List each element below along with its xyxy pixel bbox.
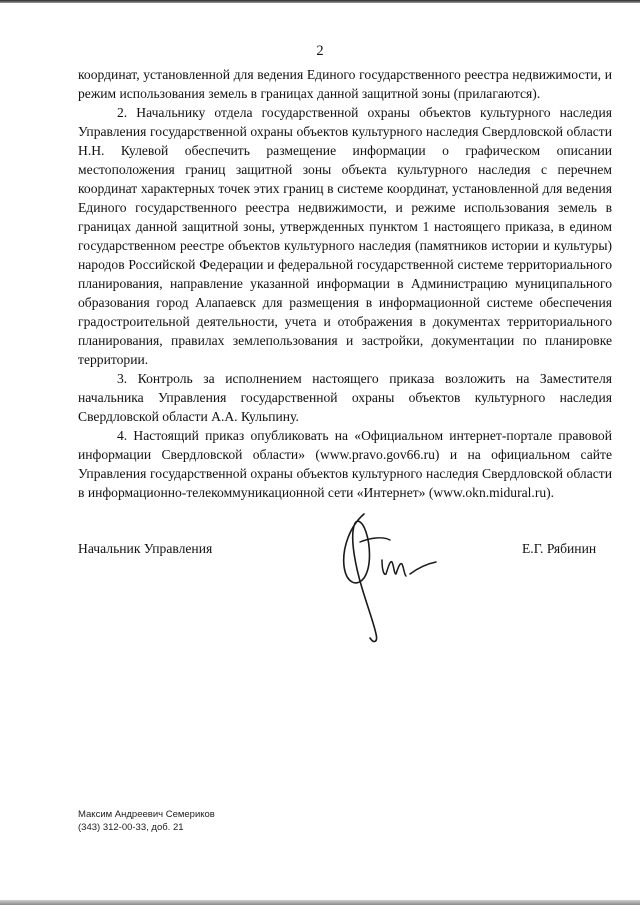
document-body bbox=[78, 65, 612, 502]
executor-info bbox=[78, 808, 215, 834]
signer-position-title: Начальник Управления bbox=[78, 541, 213, 556]
paragraph-item-4: 4. Настоящий приказ опубликовать на «Официальном интернет-портале правовой информации Свердловской области» (www.pravo.gov66.ru) и на официальном сайте Управления государственной охраны объектов культурного наследия Свердловской области в информационно-телекоммуникационной сети «Интернет» (www.okn.midural.ru). bbox=[78, 428, 612, 500]
executor-name: Максим Андреевич Семериков bbox=[78, 809, 215, 820]
executor-phone: (343) 312-00-33, доб. 21 bbox=[78, 822, 184, 833]
paragraph-item-3: 3. Контроль за исполнением настоящего приказа возложить на Заместителя начальника Управления государственной охраны объектов культурного наследия Свердловской области А.А. Кульпину. bbox=[78, 371, 612, 424]
paragraph-continuation: координат, установленной для ведения Единого государственного реестра недвижимости, и режим использования земель в границах данной защитной зоны (прилагаются). bbox=[78, 67, 612, 101]
scan-top-edge bbox=[0, 0, 640, 3]
signer-name: Е.Г. Рябинин bbox=[522, 541, 597, 556]
paragraph-item-2: 2. Начальнику отдела государственной охраны объектов культурного наследия Управления государственной охраны объектов культурного наследия Свердловской области Н.Н. Кулевой обеспечить размещение информации о графическом описании местоположения границ защитной зоны объекта культурного наследия с перечнем координат характерных точек этих границ в системе координат, установленной для ведения Единого государственного реестра недвижимости, и режиме использования земель в границах данной защитной зоны, утвержденных пунктом 1 настоящего приказа, в едином государственном реестре объектов культурного наследия (памятников истории и культуры) народов Российской Федерации и федеральной государственной системе территориального планирования, направление указанной информации в Администрацию муниципального образования город Алапаевск для размещения в информационной системе обеспечения градостроительной деятельности, учета и отображения в документах территориального планирования, правилах землепользования и застройки, документации по планировке территории. bbox=[78, 105, 612, 367]
scan-bottom-edge bbox=[0, 900, 640, 905]
handwritten-signature bbox=[330, 508, 460, 648]
page-number: 2 bbox=[316, 43, 324, 59]
